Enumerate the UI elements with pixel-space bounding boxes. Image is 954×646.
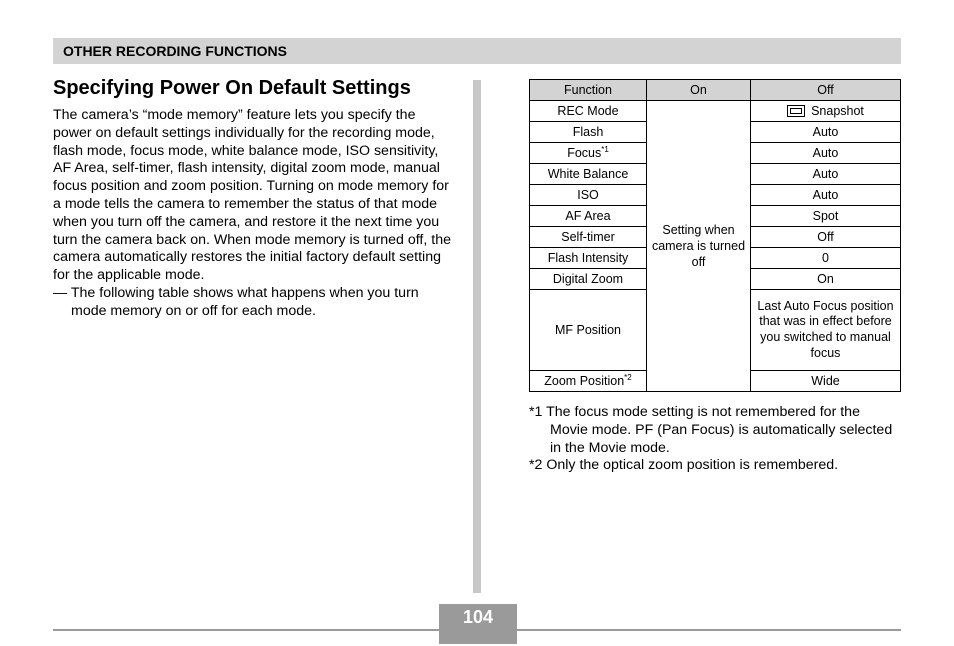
table-note: — The following table shows what happens when you turn mode memory on or off for each mode.: [53, 284, 419, 319]
header-on: On: [647, 80, 751, 101]
table-row: [530, 101, 901, 122]
function-cell: Flash Intensity: [530, 248, 647, 269]
section-header-bar: [53, 38, 901, 64]
function-cell: Self-timer: [530, 227, 647, 248]
off-cell: 0: [751, 248, 901, 269]
on-value-cell: Setting when camera is turned off: [647, 101, 751, 392]
off-cell: Auto: [751, 143, 901, 164]
function-label: Focus: [567, 146, 602, 161]
function-cell: MF Position: [530, 290, 647, 371]
off-cell: Auto: [751, 122, 901, 143]
header-function: Function: [530, 80, 647, 101]
function-cell: [530, 143, 647, 164]
page-number: 104: [462, 607, 494, 627]
function-cell: [530, 371, 647, 392]
function-cell: AF Area: [530, 206, 647, 227]
off-cell: Auto: [751, 185, 901, 206]
column-divider: [473, 80, 481, 593]
footnote-2: *2 Only the optical zoom position is remembered.: [529, 457, 839, 474]
snapshot-icon: [787, 105, 805, 117]
page-number-box: [439, 604, 517, 644]
function-cell: Flash: [530, 122, 647, 143]
header-off: Off: [751, 80, 901, 101]
function-cell: White Balance: [530, 164, 647, 185]
off-cell: Auto: [751, 164, 901, 185]
intro-paragraph: The camera’s “mode memory” feature lets you specify the power on default settings individually for the recording mode, flash mode, focus mode, white balance mode, ISO sensitivity, AF Area, self-timer, flash intensity, digital zoom mode, manual focus position and zoom position. Turning on mode memory for a mode tells the camera to remember the status of that mode when you turn off the camera, and restore it the next time you turn the camera back on. When mode memory is turned off, the camera automatically restores the initial factory default setting for the applicable mode.: [53, 107, 451, 284]
function-label: Zoom Position: [544, 374, 625, 389]
function-cell: ISO: [530, 185, 647, 206]
mode-memory-table: [529, 79, 901, 392]
off-cell: Wide: [751, 371, 901, 392]
off-cell: [751, 101, 901, 122]
off-cell: Last Auto Focus position that was in effect before you switched to manual focus: [751, 290, 901, 371]
off-value: Snapshot: [811, 104, 864, 118]
table-header-row: [530, 80, 901, 101]
footnote-marker: *2: [624, 373, 632, 383]
footnote-marker: *1: [601, 145, 609, 155]
off-cell: Spot: [751, 206, 901, 227]
page-title: Specifying Power On Default Settings: [53, 77, 411, 99]
off-cell: On: [751, 269, 901, 290]
function-cell: REC Mode: [530, 101, 647, 122]
function-cell: Digital Zoom: [530, 269, 647, 290]
off-cell: Off: [751, 227, 901, 248]
footnotes: [529, 404, 901, 475]
body-text: [53, 107, 453, 321]
footnote-1: *1 The focus mode setting is not remembered for the Movie mode. PF (Pan Focus) is automatically selected in the Movie mode.: [529, 404, 893, 456]
section-header: OTHER RECORDING FUNCTIONS: [63, 43, 287, 59]
